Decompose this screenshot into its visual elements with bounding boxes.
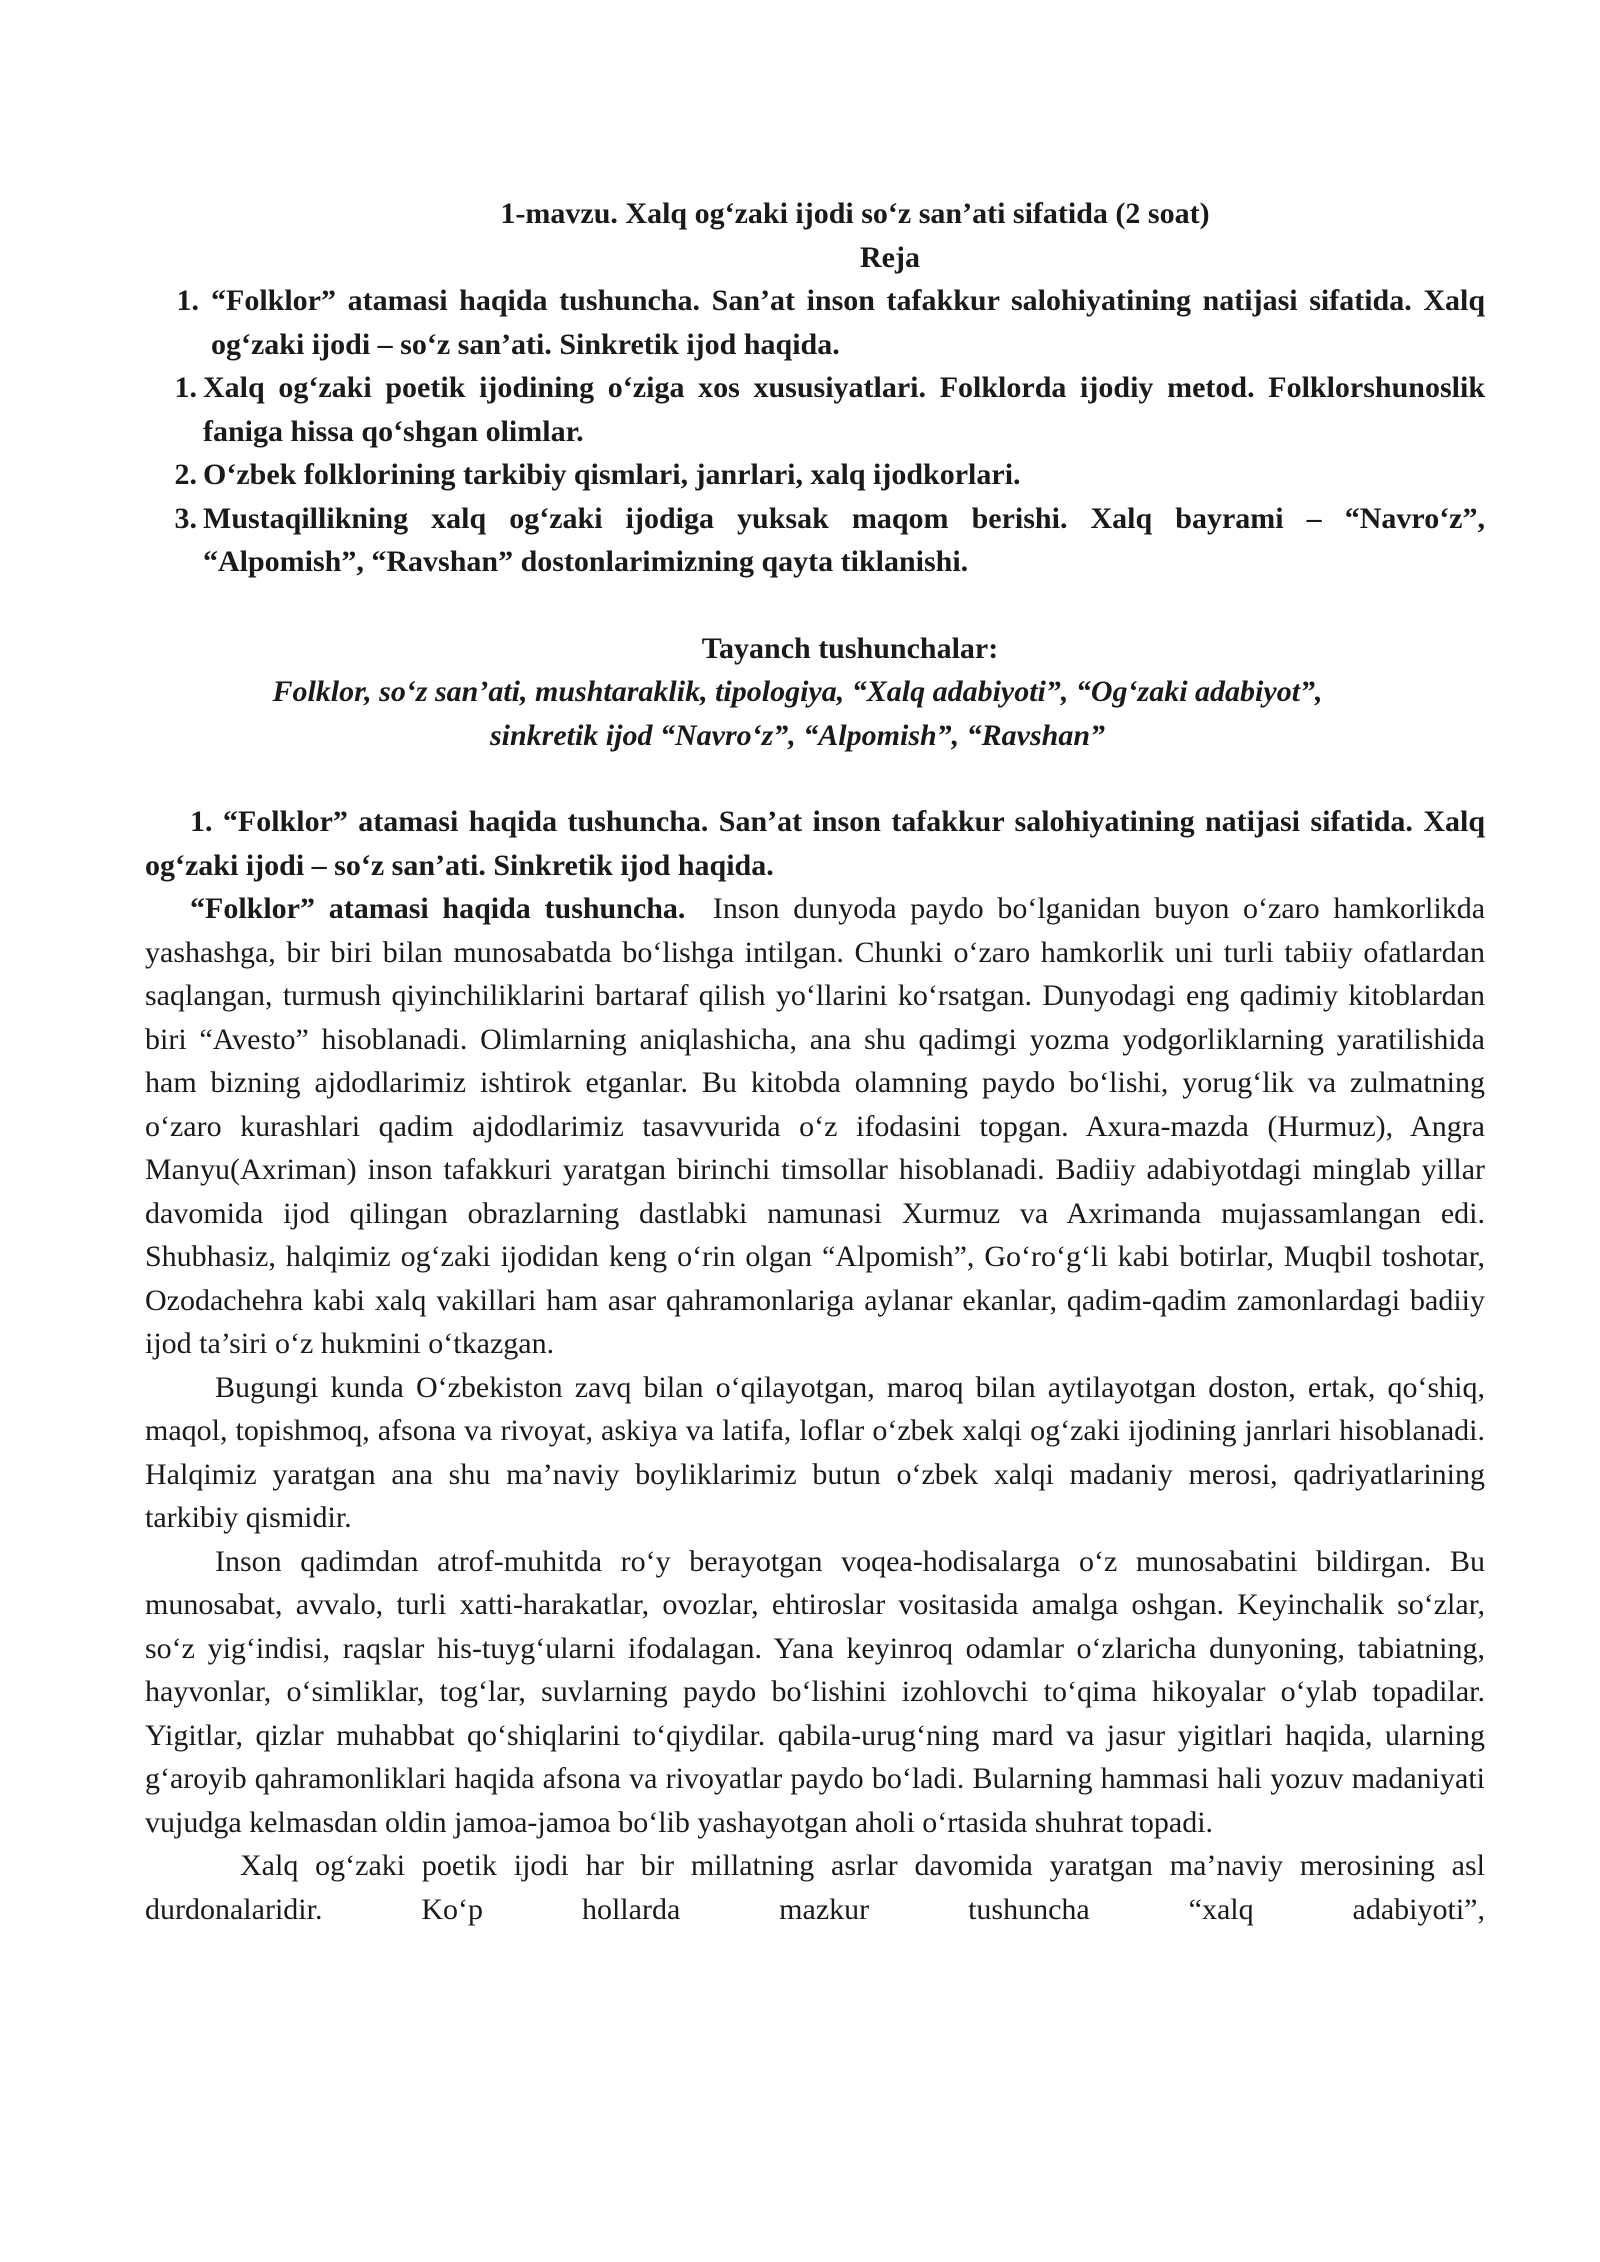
- spacer: [145, 757, 1485, 800]
- plan-list: [145, 279, 1485, 584]
- plan-item: [145, 497, 1485, 584]
- key-terms-heading: Tayanch tushunchalar:: [701, 631, 999, 665]
- plan-heading: Reja: [860, 240, 920, 274]
- paragraph-1-body: Inson dunyoda paydo bo‘lganidan buyon o‘zaro hamkorlikda yashashga, bir biri bilan munosabatda bo‘lishga intilgan. Chunki o‘zaro hamkorlik uni turli tabiiy ofatlardan saqlangan, turmush qiyinchiliklarini bartaraf qilish yo‘llarini ko‘rsatgan. Dunyodagi eng qadimiy kitoblardan biri “Avesto” hisoblanadi. Olimlarning aniqlashicha, ana shu qadimgi yozma yodgorliklarning yaratilishida ham bizning ajdodlarimiz ishtirok etganlar. Bu kitobda olamning paydo bo‘lishi, yorug‘lik va zulmatning o‘zaro kurashlari qadim ajdodlarimiz tasavvurida o‘z ifodasini topgan. Axura-mazda (Hurmuz), Angra Manyu(Axriman) inson tafakkuri yaratgan birinchi timsollar hisoblanadi. Badiiy adabiyotdagi minglab yillar davomida ijod qilingan obrazlarning dastlabki namunasi Xurmuz va Axrimanda mujassamlangan edi. Shubhasiz, halqimiz og‘zaki ijodidan keng o‘rin olgan “Alpomish”, Go‘ro‘g‘li kabi botirlar, Muqbil toshotar, Ozodachehra kabi xalq vakillari ham asar qahramonlariga aylanar ekanlar, qadim-qadim zamonlardagi badiiy ijod ta’siri o‘z hukmini o‘tkazgan.: [145, 892, 1486, 1360]
- paragraph-1-lead: “Folklor” atamasi haqida tushuncha.: [190, 892, 686, 925]
- plan-item-number: 1.: [176, 284, 199, 317]
- plan-item-text: O‘zbek folklorining tarkibiy qismlari, janrlari, xalq ijodkorlari.: [203, 458, 1021, 491]
- plan-item-number: 3.: [174, 501, 197, 535]
- document-page: [145, 192, 1485, 1931]
- plan-item: [145, 453, 1485, 497]
- paragraph-4: Xalq og‘zaki poetik ijodi har bir millatning asrlar davomida yaratgan ma’naviy merosining asl durdonalaridir. Ko‘p hollarda mazkur tushuncha “xalq adabiyoti”,: [145, 1849, 1485, 1926]
- plan-item: [145, 366, 1485, 453]
- plan-item: [145, 279, 1485, 366]
- lesson-title: 1-mavzu. Xalq og‘zaki ijodi so‘z san’ati sifatida (2 soat): [500, 197, 1210, 230]
- plan-item-number: 1.: [174, 371, 197, 404]
- paragraph-2: Bugungi kunda O‘zbekiston zavq bilan o‘qilayotgan, maroq bilan aytilayotgan doston, ertak, qo‘shiq, maqol, topishmoq, afsona va rivoyat, askiya va latifa, loflar o‘zbek xalqi og‘zaki ijodining janrlari hisoblanadi. Halqimiz yaratgan ana shu ma’naviy boyliklarimiz butun o‘zbek xalqi madaniy merosi, qadriyatlarining tarkibiy qismidir.: [145, 1370, 1485, 1534]
- plan-item-text: “Folklor” atamasi haqida tushuncha. San’at inson tafakkur salohiyatining natijasi sifatida. Xalq og‘zaki ijodi – so‘z san’ati. Sinkretik ijod haqida.: [211, 284, 1485, 361]
- spacer: [145, 584, 1485, 627]
- plan-item-text: Mustaqillikning xalq og‘zaki ijodiga yuksak maqom berishi. Xalq bayrami – “Navro‘z”, “Alpomish”, “Ravshan” dostonlarimizning qayta tiklanishi.: [203, 501, 1485, 578]
- paragraph-1: [145, 887, 1485, 1366]
- section-heading: 1. “Folklor” atamasi haqida tushuncha. San’at inson tafakkur salohiyatining natijasi sifatida. Xalq og‘zaki ijodi – so‘z san’ati. Sinkretik ijod haqida.: [145, 805, 1485, 882]
- plan-item-number: 2.: [174, 458, 197, 491]
- key-terms-list: Folklor, so‘z san’ati, mushtaraklik, tipologiya, “Xalq adabiyoti”, “Og‘zaki adabiyot”, sinkretik ijod “Navro‘z”, “Alpomish”, “Ravshan”: [272, 675, 1323, 752]
- plan-item-text: Xalq og‘zaki poetik ijodining o‘ziga xos xususiyatlari. Folklorda ijodiy metod. Folklorshunoslik faniga hissa qo‘shgan olimlar.: [203, 371, 1485, 448]
- paragraph-3: Inson qadimdan atrof-muhitda ro‘y berayotgan voqea-hodisalarga o‘z munosabatini bildirgan. Bu munosabat, avvalo, turli xatti-harakatlar, ovozlar, ehtiroslar vositasida amalga oshgan. Keyinchalik so‘zlar, so‘z yig‘indisi, raqslar his-tuyg‘ularni ifodalagan. Yana keyinroq odamlar o‘zlaricha dunyoning, tabiatning, hayvonlar, o‘simliklar, tog‘lar, suvlarning paydo bo‘lishini izohlovchi to‘qima hikoyalar o‘ylab topadilar. Yigitlar, qizlar muhabbat qo‘shiqlarini to‘qiydilar. qabila-urug‘ning mard va jasur yigitlari haqida, ularning g‘aroyib qahramonliklari haqida afsona va rivoyatlar paydo bo‘ladi. Bularning hammasi hali yozuv madaniyati vujudga kelmasdan oldin jamoa-jamoa bo‘lib yashayotgan aholi o‘rtasida shuhrat topadi.: [145, 1544, 1485, 1839]
